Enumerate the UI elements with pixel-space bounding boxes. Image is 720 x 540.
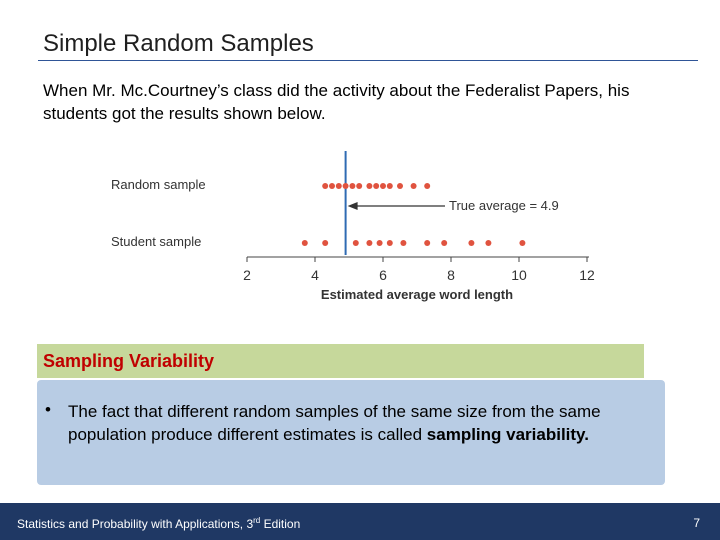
footer-course-prefix: Statistics and Probability with Applications, 3 <box>17 517 254 531</box>
random-sample-dot <box>373 183 379 189</box>
random-sample-dot <box>411 183 417 189</box>
footer-course-title <box>17 516 300 531</box>
x-tick-label: 8 <box>447 267 455 283</box>
arrow-head-icon <box>348 202 358 210</box>
row-label-student: Student sample <box>111 234 202 249</box>
x-tick-label: 12 <box>579 267 595 283</box>
dot-marks <box>302 183 526 246</box>
student-sample-dot <box>424 240 430 246</box>
x-tick-label: 10 <box>511 267 527 283</box>
random-sample-dot <box>397 183 403 189</box>
footer-bar <box>0 503 720 540</box>
title-divider <box>38 60 698 61</box>
random-sample-dot <box>329 183 335 189</box>
callout-text <box>68 400 653 446</box>
student-sample-dot <box>366 240 372 246</box>
dotplot-figure <box>107 147 605 309</box>
x-tick-label: 4 <box>311 267 319 283</box>
x-tick-label: 6 <box>379 267 387 283</box>
callout-text-plain: The fact that different random samples of the same size from the same population produce different estimates is called <box>68 402 601 444</box>
footer-course-suffix: Edition <box>260 517 301 531</box>
callout-body <box>37 380 665 485</box>
slide-title: Simple Random Samples <box>43 30 314 57</box>
student-sample-dot <box>377 240 383 246</box>
random-sample-dot <box>387 183 393 189</box>
student-sample-dot <box>468 240 474 246</box>
page-number: 7 <box>693 516 700 530</box>
random-sample-dot <box>366 183 372 189</box>
random-sample-dot <box>424 183 430 189</box>
student-sample-dot <box>485 240 491 246</box>
x-axis-title: Estimated average word length <box>320 287 514 302</box>
student-sample-dot <box>441 240 447 246</box>
dotplot-svg <box>107 147 605 309</box>
student-sample-dot <box>322 240 328 246</box>
callout-text-bold: sampling variability. <box>426 425 589 444</box>
student-sample-dot <box>387 240 393 246</box>
random-sample-dot <box>343 183 349 189</box>
x-tick-label: 2 <box>243 267 251 283</box>
student-sample-dot <box>400 240 406 246</box>
student-sample-dot <box>302 240 308 246</box>
true-average-label: True average = 4.9 <box>449 198 559 213</box>
callout-heading: Sampling Variability <box>43 351 215 371</box>
row-label-random: Random sample <box>111 177 206 192</box>
random-sample-dot <box>336 183 342 189</box>
bullet-icon: • <box>45 400 51 419</box>
random-sample-dot <box>380 183 386 189</box>
random-sample-dot <box>349 183 355 189</box>
random-sample-dot <box>322 183 328 189</box>
footer-course-sup: rd <box>253 516 261 525</box>
x-axis-ticks <box>243 257 595 283</box>
intro-paragraph: When Mr. Mc.Courtney’s class did the activity about the Federalist Papers, his students got the results shown below. <box>43 81 630 123</box>
student-sample-dot <box>353 240 359 246</box>
random-sample-dot <box>356 183 362 189</box>
callout-header <box>37 344 644 378</box>
student-sample-dot <box>519 240 525 246</box>
